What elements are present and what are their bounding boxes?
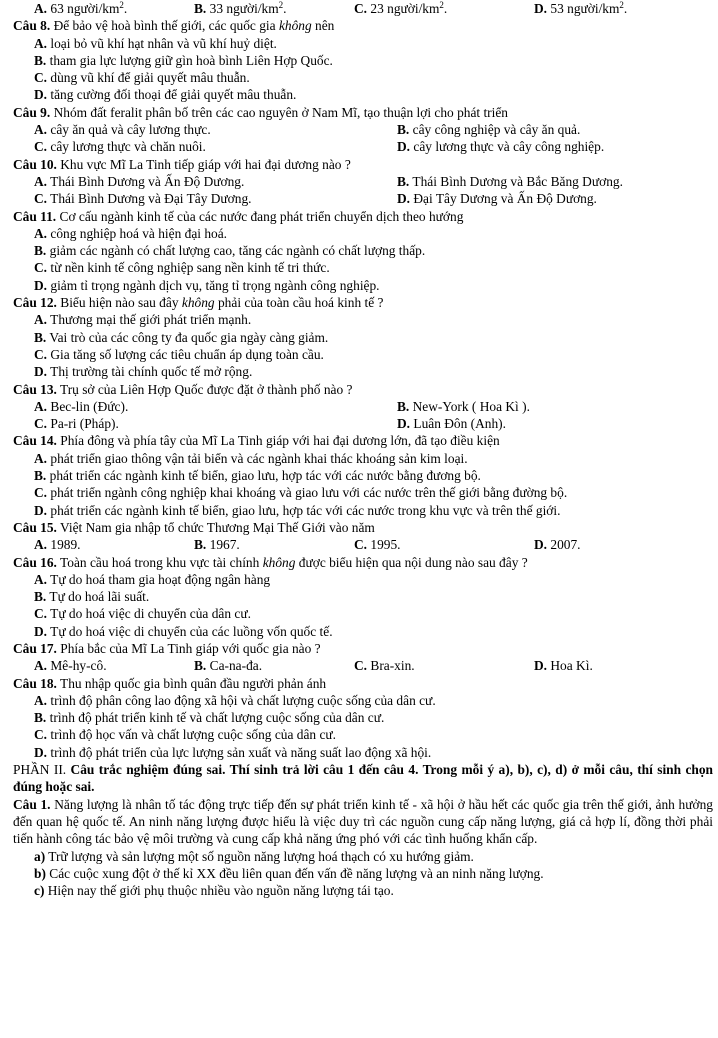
p2q1-item-b: b) Các cuộc xung đột ở thế kỉ XX đều liên quan đến vấn đề năng lượng và an ninh năng lượng. (34, 865, 544, 881)
q17-option-b: B. Ca-na-đa. (194, 658, 263, 674)
q13-option-c: C. Pa-ri (Pháp). (34, 416, 119, 432)
question-16: Câu 16. Toàn cầu hoá trong khu vực tài chính không được biểu hiện qua nội dung nào sau đây ? (13, 554, 528, 570)
q15-options (13, 536, 713, 553)
q8-option-a: A. loại bỏ vũ khí hạt nhân và vũ khí huỷ diệt. (34, 35, 277, 51)
q11-option-a: A. công nghiệp hoá và hiện đại hoá. (34, 225, 228, 241)
q11-option-c: C. từ nền kinh tế công nghiệp sang nền kinh tế tri thức. (34, 260, 330, 276)
q9-option-b: B. cây công nghiệp và cây ăn quả. (397, 122, 581, 138)
q14-option-c: C. phát triển ngành công nghiệp khai khoáng và giao lưu với các nước trên thế giới bằng đường bộ. (34, 485, 568, 501)
q9-option-a: A. cây ăn quả và cây lương thực. (34, 122, 211, 138)
q8-option-b: B. tham gia lực lượng giữ gìn hoà bình Liên Hợp Quốc. (34, 52, 333, 68)
q10-option-a: A. Thái Bình Dương và Ấn Độ Dương. (34, 173, 245, 189)
exam-document (13, 0, 713, 899)
p2q1-item-c: c) Hiện nay thế giới phụ thuộc nhiều vào nguồn năng lượng tái tạo. (34, 883, 394, 899)
question-12: Câu 12. Biểu hiện nào sau đây không phải của toàn cầu hoá kinh tế ? (13, 295, 384, 311)
q18-option-c: C. trình độ học vấn và chất lượng cuộc sống của dân cư. (34, 727, 336, 743)
q10-options-row-2 (13, 190, 713, 207)
q10-option-c: C. Thái Bình Dương và Đại Tây Dương. (34, 191, 252, 207)
option-a: A. 63 người/$km^2$. (34, 0, 128, 16)
q17-option-d: D. Hoa Kì. (534, 658, 593, 674)
question-18: Câu 18. Thu nhập quốc gia bình quân đầu người phản ánh (13, 675, 327, 691)
q13-options-row-1 (13, 398, 713, 415)
q18-option-a: A. trình độ phân công lao động xã hội và chất lượng cuộc sống của dân cư. (34, 692, 436, 708)
q11-option-b: B. giảm các ngành có chất lượng cao, tăng các ngành có chất lượng thấp. (34, 243, 426, 259)
question-9: Câu 9. Nhóm đất feralit phân bố trên các cao nguyên ở Nam Mĩ, tạo thuận lợi cho phát triển (13, 104, 509, 120)
q9-option-d: D. cây lương thực và cây công nghiệp. (397, 139, 605, 155)
option-c: C. 23 người/$km^2$. (354, 0, 448, 16)
q14-option-b: B. phát triển các ngành kinh tế biển, giao lưu, hợp tác với các nước bằng đương bộ. (34, 468, 481, 484)
option-b: B. 33 người/$km^2$. (194, 0, 287, 16)
q16-option-a: A. Tự do hoá tham gia hoạt động ngân hàng (34, 571, 271, 587)
q10-options-row-1 (13, 173, 713, 190)
question-8: Câu 8. Để bảo vệ hoà bình thế giới, các quốc gia không nên (13, 18, 335, 34)
question-14: Câu 14. Phía đông và phía tây của Mĩ La Tinh giáp với hai đại dương lớn, đã tạo điều kiện (13, 433, 500, 449)
q9-options-row-2 (13, 138, 713, 155)
q12-option-a: A. Thương mại thế giới phát triển mạnh. (34, 312, 252, 328)
q9-option-c: C. cây lương thực và chăn nuôi. (34, 139, 206, 155)
part-2-question-1: Câu 1. Năng lượng là nhân tố tác động trực tiếp đến sự phát triển kinh tế - xã hội ở hầu hết các quốc gia trên thế giới, ảnh hưởng đến quan hệ quốc tế. An ninh năng lượng được hiểu là việc duy trì các nguồn cung cấp năng lượng, giá cả hợp lí, đồng thời phải tiến hành công tác bảo vệ môi trường và cung cấp khả năng ứng phó với các tình huống khẩn cấp. (13, 796, 713, 847)
q8-option-c: C. dùng vũ khí để giải quyết mâu thuẫn. (34, 70, 250, 86)
q13-option-b: B. New-York ( Hoa Kì ). (397, 398, 530, 414)
q12-option-c: C. Gia tăng số lượng các tiêu chuẩn áp dụng toàn cầu. (34, 346, 324, 362)
q18-option-d: D. trình độ phát triển của lực lượng sản xuất và năng suất lao động xã hội. (34, 744, 432, 760)
q15-option-d: D. 2007. (534, 537, 581, 553)
q15-option-c: C. 1995. (354, 537, 401, 553)
q13-option-a: A. Bec-lin (Đức). (34, 398, 129, 414)
q10-option-d: D. Đại Tây Dương và Ấn Độ Dương. (397, 191, 597, 207)
q18-option-b: B. trình độ phát triển kinh tế và chất lượng cuộc sống của dân cư. (34, 710, 385, 726)
q9-options-row-1 (13, 121, 713, 138)
question-13: Câu 13. Trụ sở của Liên Hợp Quốc được đặt ở thành phố nào ? (13, 381, 353, 397)
q8-option-d: D. tăng cường đối thoại để giải quyết mâu thuẫn. (34, 87, 297, 103)
q17-option-c: C. Bra-xin. (354, 658, 415, 674)
part-2-heading: PHẦN II. Câu trắc nghiệm đúng sai. Thí sinh trả lời câu 1 đến câu 4. Trong mỗi ý a), b), c), d) ở mỗi câu, thí sinh chọn đúng hoặc sai. (13, 762, 713, 795)
q14-option-a: A. phát triển giao thông vận tải biển và các ngành khai thác khoáng sản kim loại. (34, 450, 468, 466)
q13-options-row-2 (13, 415, 713, 432)
q16-option-b: B. Tự do hoá lãi suất. (34, 589, 150, 605)
options-row-previous (13, 0, 713, 17)
q14-option-d: D. phát triển các ngành kinh tế biển, giao lưu, hợp tác với các nước trong khu vực và trên thế giới. (34, 502, 561, 518)
p2q1-item-a: a) Trữ lượng và sản lượng một số nguồn năng lượng hoá thạch có xu hướng giảm. (34, 848, 474, 864)
q17-option-a: A. Mê-hy-cô. (34, 658, 107, 674)
q12-option-b: B. Vai trò của các công ty đa quốc gia ngày càng giảm. (34, 329, 329, 345)
q11-option-d: D. giảm tỉ trọng ngành dịch vụ, tăng tỉ trọng ngành công nghiệp. (34, 277, 380, 293)
question-10: Câu 10. Khu vực Mĩ La Tinh tiếp giáp với hai đại dương nào ? (13, 156, 351, 172)
q10-option-b: B. Thái Bình Dương và Bắc Băng Dương. (397, 173, 623, 189)
q16-option-d: D. Tự do hoá việc di chuyển của các luồng vốn quốc tế. (34, 623, 333, 639)
q16-option-c: C. Tự do hoá việc di chuyển của dân cư. (34, 606, 251, 622)
q17-options (13, 657, 713, 674)
q13-option-d: D. Luân Đôn (Anh). (397, 416, 506, 432)
q12-option-d: D. Thị trường tài chính quốc tế mở rộng. (34, 364, 253, 380)
q15-option-b: B. 1967. (194, 537, 240, 553)
question-15: Câu 15. Việt Nam gia nhập tổ chức Thương Mại Thế Giới vào năm (13, 519, 375, 535)
question-17: Câu 17. Phía bắc của Mĩ La Tinh giáp với quốc gia nào ? (13, 640, 321, 656)
option-d: D. 53 người/$km^2$. (534, 0, 628, 16)
q15-option-a: A. 1989. (34, 537, 81, 553)
question-11: Câu 11. Cơ cấu ngành kinh tế của các nước đang phát triển chuyển dịch theo hướng (13, 208, 464, 224)
